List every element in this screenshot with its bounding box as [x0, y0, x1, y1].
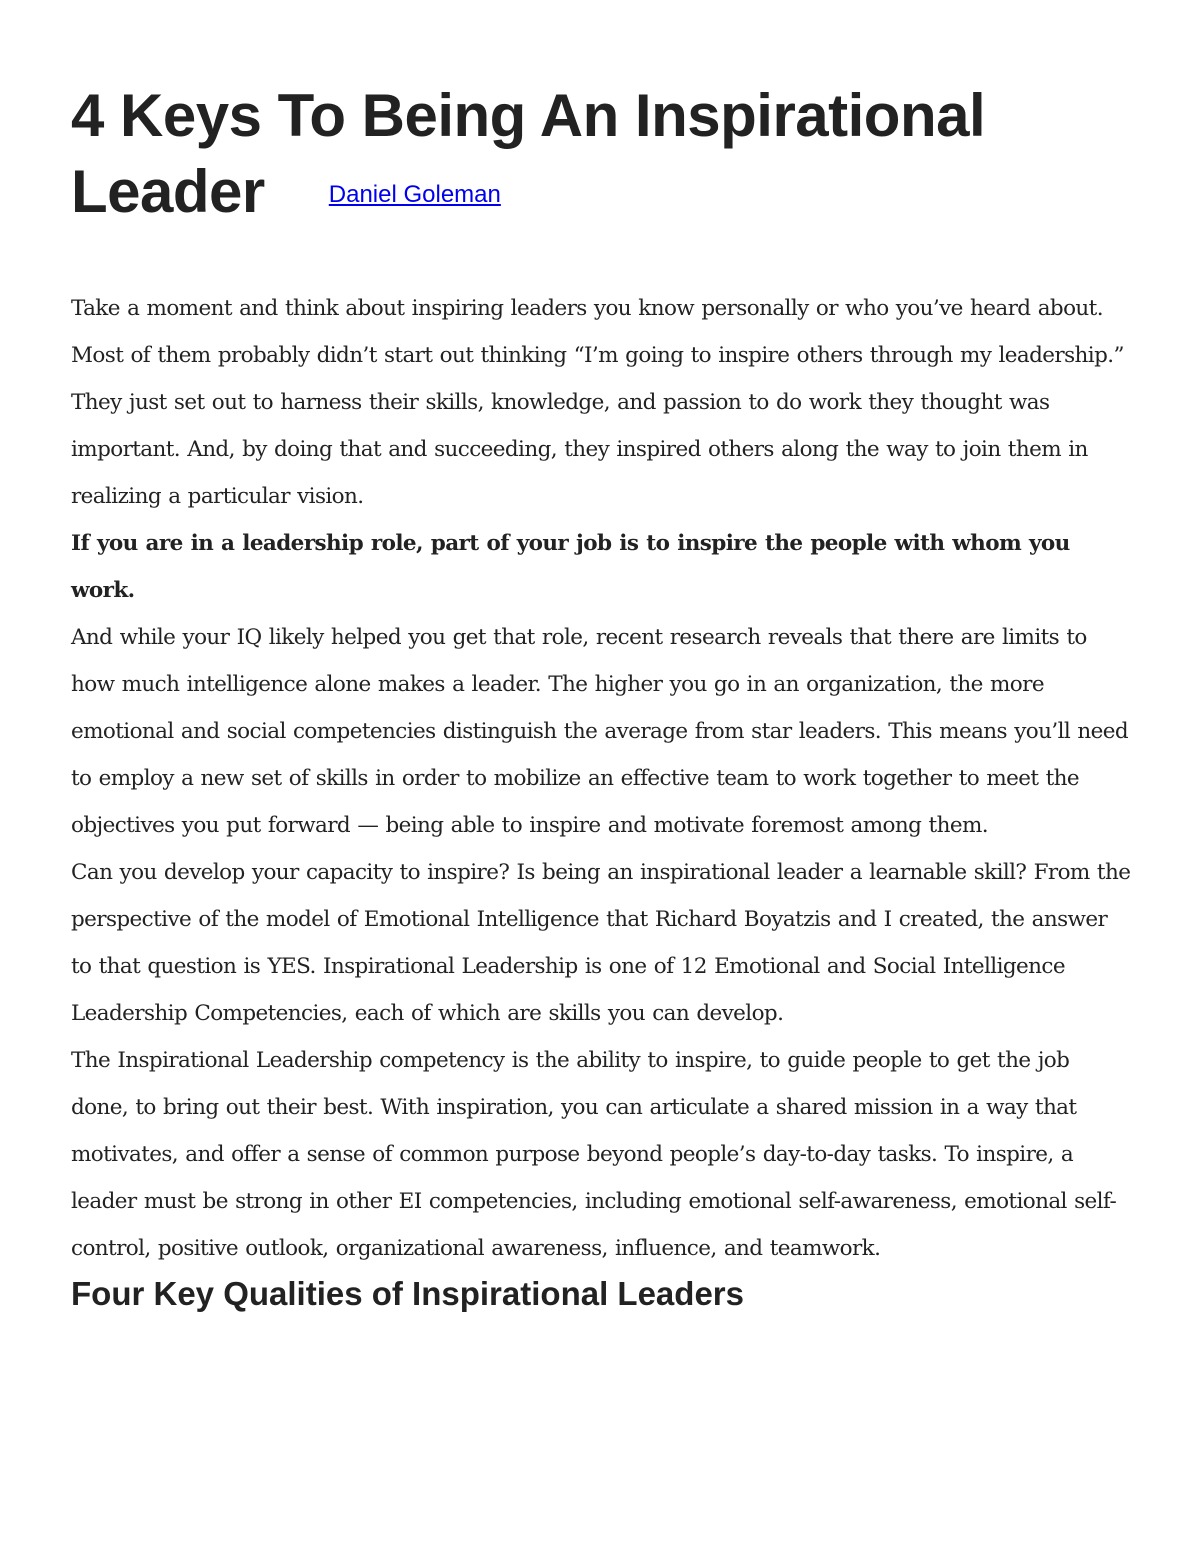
section-heading: Four Key Qualities of Inspirational Leaders	[71, 1275, 744, 1312]
paragraph-competency: The Inspirational Leadership competency is the ability to inspire, to guide people to get the job done, to bring out their best. With inspiration, you can articulate a shared mission in a way that motivates, and offer a sense of common purpose beyond people’s day-to-day tasks. To inspire, a leader must be strong in other EI competencies, including emotional self-awareness, emotional self-control, positive outlook, organizational awareness, influence, and teamwork.	[71, 1048, 1117, 1261]
article-body	[71, 285, 1131, 1314]
author-link[interactable]: Daniel Goleman	[328, 181, 501, 208]
paragraph-question: Can you develop your capacity to inspire? Is being an inspirational leader a learnable skill? From the perspective of the model of Emotional Intelligence that Richard Boyatzis and I created, the answer to that question is YES. Inspirational Leadership is one of 12 Emotional and Social Intelligence Leadership Competencies, each of which are skills you can develop.	[71, 860, 1131, 1026]
paragraph-emphasis: If you are in a leadership role, part of your job is to inspire the people with whom you work.	[71, 531, 1070, 603]
paragraph-research: And while your IQ likely helped you get that role, recent research reveals that there are limits to how much intelligence alone makes a leader. The higher you go in an organization, the more emotional and social competencies distinguish the average from star leaders. This means you’ll need to employ a new set of skills in order to mobilize an effective team to work together to meet the objectives you put forward — being able to inspire and motivate foremost among them.	[71, 625, 1129, 838]
article	[71, 78, 1131, 1314]
article-title-text: 4 Keys To Being An Inspirational Leader	[71, 82, 986, 225]
paragraph-intro: Take a moment and think about inspiring leaders you know personally or who you’ve heard about. Most of them probably didn’t start out thinking “I’m going to inspire others through my leadership.” They just set out to harness their skills, knowledge, and passion to do work they thought was important. And, by doing that and succeeding, they inspired others along the way to join them in realizing a particular vision.	[71, 296, 1124, 509]
article-title	[71, 78, 1131, 233]
